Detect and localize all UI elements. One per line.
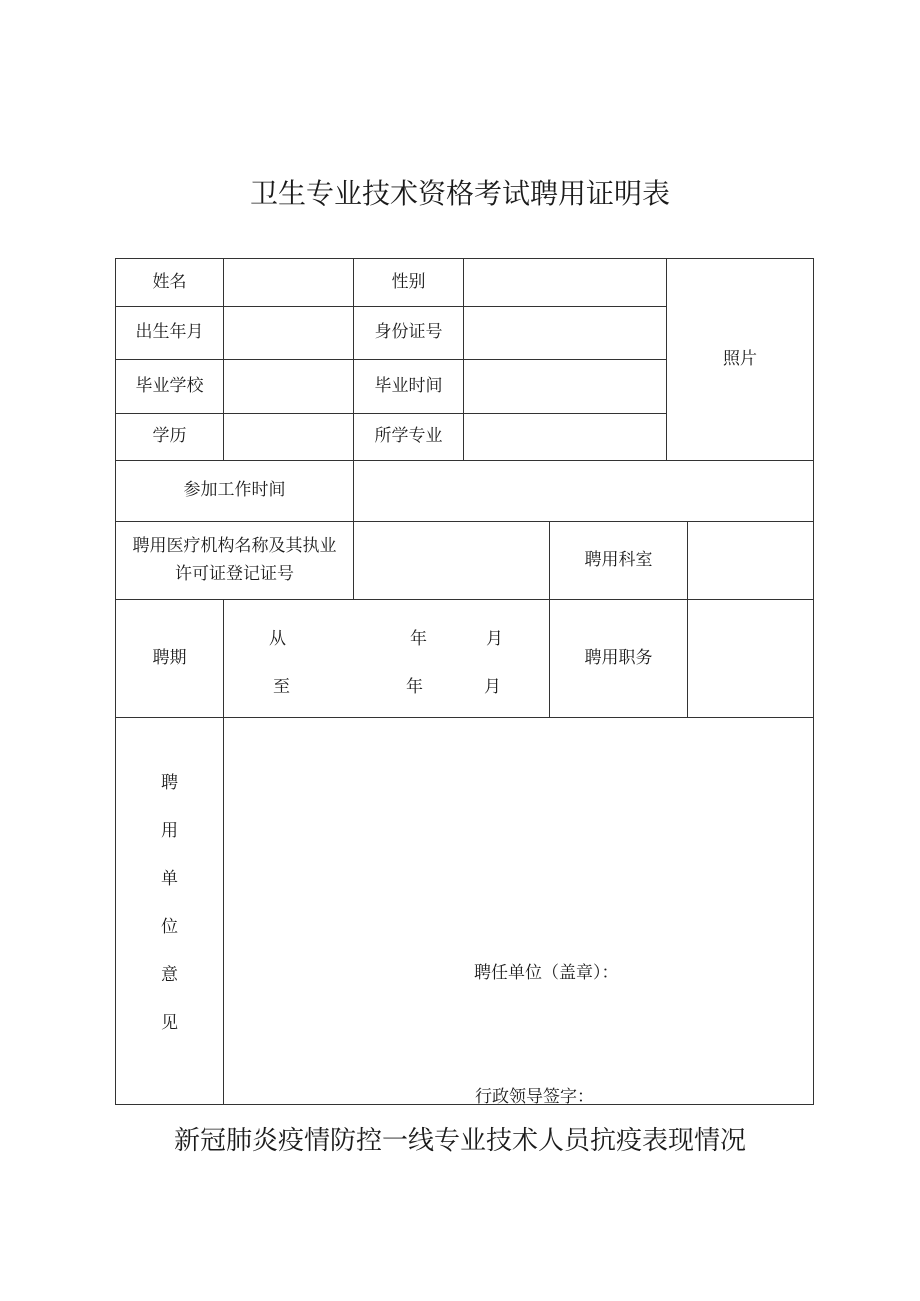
position-field[interactable] (688, 600, 813, 717)
birth-label: 出生年月 (135, 322, 204, 343)
period-from-label: 从 (269, 629, 286, 649)
gender-field[interactable] (464, 259, 666, 306)
opinion-char: 聘 (161, 773, 178, 793)
education-label: 学历 (152, 426, 187, 447)
education-field[interactable] (224, 414, 353, 460)
opinion-char: 单 (161, 869, 178, 889)
period-to-month-label: 月 (484, 677, 501, 697)
grad-time-label: 毕业时间 (374, 375, 443, 396)
opinion-field[interactable] (224, 718, 813, 1107)
major-field[interactable] (464, 414, 666, 460)
grad-time-field[interactable] (464, 360, 666, 413)
section-heading: 新冠肺炎疫情防控一线专业技术人员抗疫表现情况 (173, 1126, 746, 1156)
opinion-char: 位 (161, 917, 178, 937)
period-to-label: 至 (273, 677, 290, 697)
name-label: 姓名 (152, 271, 187, 292)
birth-field[interactable] (224, 307, 353, 359)
major-label: 所学专业 (374, 426, 443, 447)
position-label: 聘用职务 (584, 647, 653, 668)
department-label: 聘用科室 (584, 549, 653, 570)
photo-box[interactable] (667, 259, 813, 460)
id-number-field[interactable] (464, 307, 666, 359)
id-number-label: 身份证号 (374, 322, 443, 343)
school-label: 毕业学校 (135, 375, 204, 396)
institution-label (116, 522, 353, 599)
period-from-month-label: 月 (486, 629, 503, 649)
gender-label: 性别 (391, 271, 426, 292)
school-field[interactable] (224, 360, 353, 413)
opinion-char: 意 (161, 965, 178, 985)
institution-field[interactable] (354, 522, 549, 599)
signature-label: 行政领导签字： (475, 1087, 594, 1107)
institution-label-line1: 聘用医疗机构名称及其执业 (132, 535, 337, 556)
opinion-char: 见 (161, 1013, 178, 1033)
work-start-field[interactable] (354, 461, 813, 521)
institution-label-line2: 许可证登记证号 (175, 563, 294, 584)
name-field[interactable] (224, 259, 353, 306)
form-title: 卫生专业技术资格考试聘用证明表 (249, 177, 670, 210)
period-to-year-label: 年 (406, 677, 423, 697)
seal-label: 聘任单位（盖章）： (474, 963, 619, 983)
opinion-char: 用 (161, 821, 178, 841)
work-start-label: 参加工作时间 (183, 480, 286, 501)
period-from-year-label: 年 (410, 629, 427, 649)
department-field[interactable] (688, 522, 813, 599)
photo-label: 照片 (723, 348, 757, 369)
period-label: 聘期 (152, 647, 187, 668)
